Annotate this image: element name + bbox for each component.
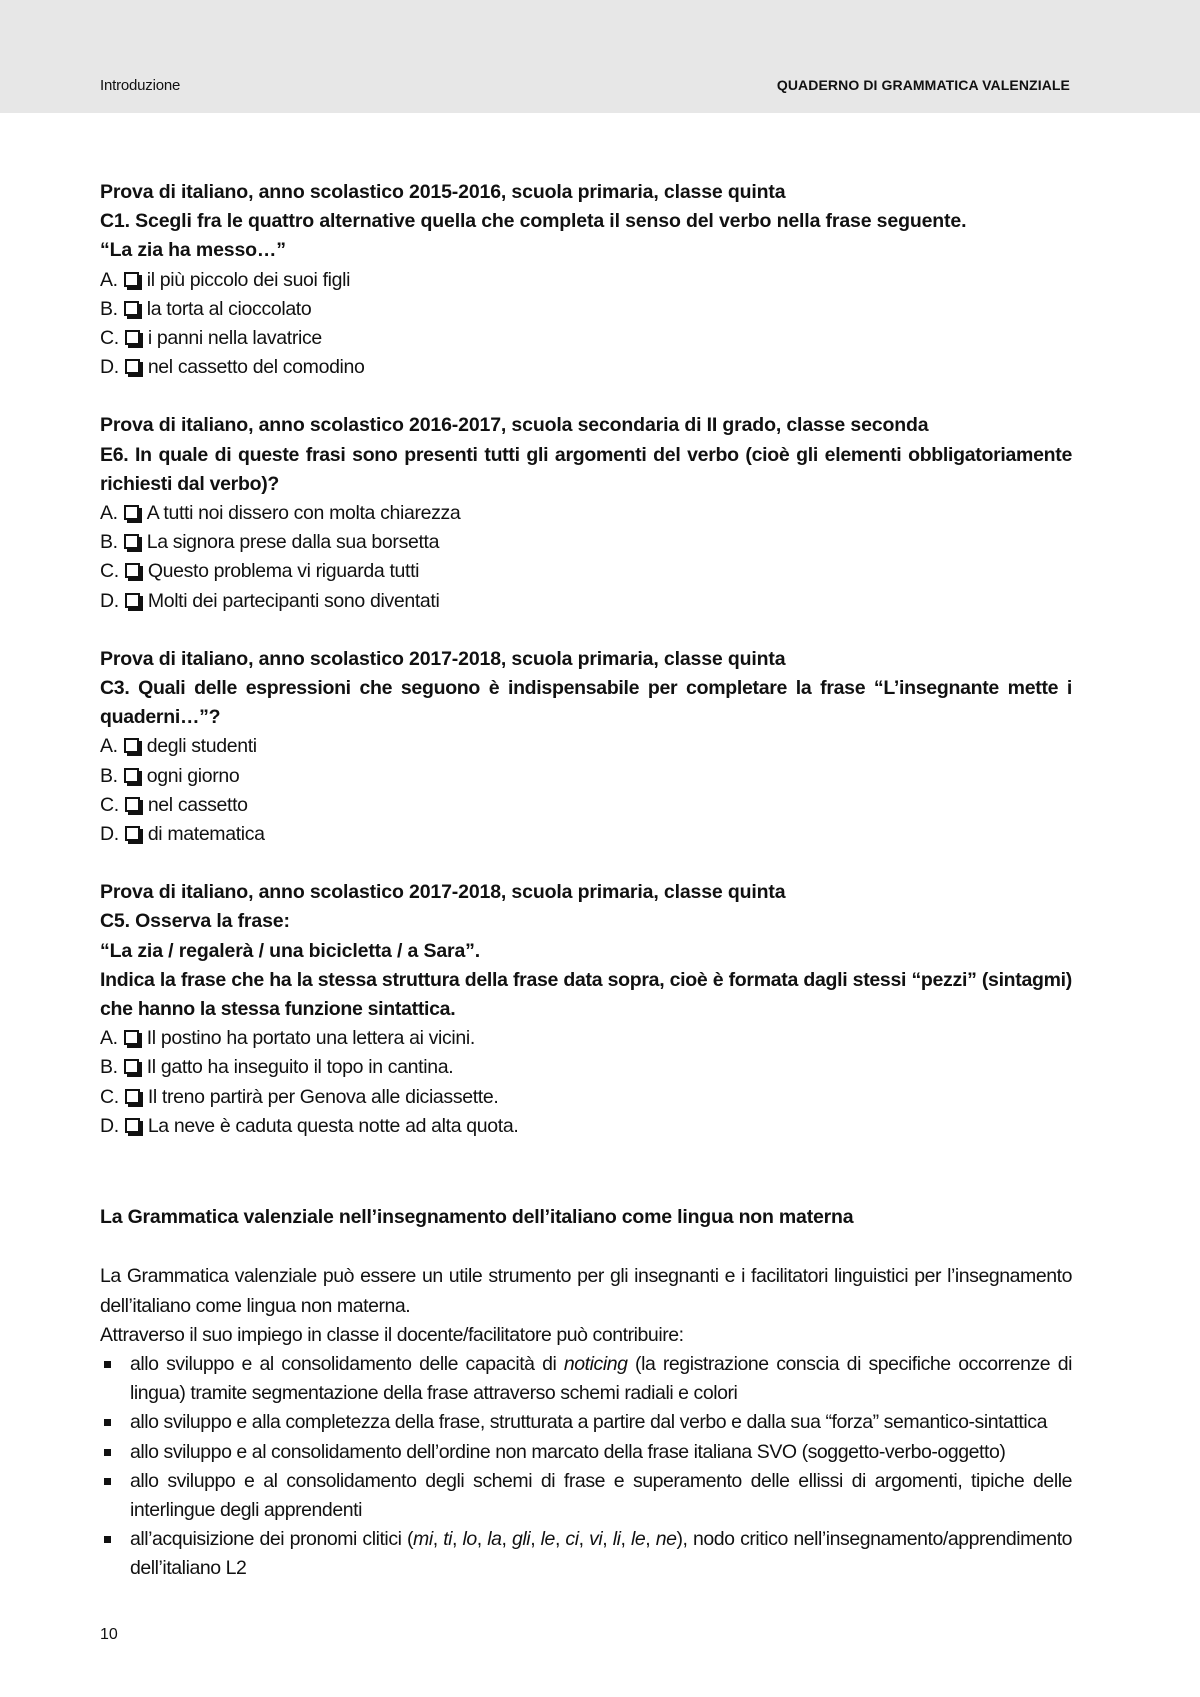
checkbox-icon[interactable]: [124, 768, 139, 783]
question-block-c3: [100, 645, 1072, 849]
checkbox-icon[interactable]: [124, 534, 139, 549]
option-a: A. il più piccolo dei suoi figli: [100, 268, 351, 291]
italic-term: noticing: [563, 1352, 628, 1375]
question-source: Prova di italiano, anno scolastico 2017-2018, scuola primaria, classe quinta: [100, 647, 786, 670]
checkbox-icon[interactable]: [125, 359, 140, 374]
question-text: C5. Osserva la frase:: [100, 910, 290, 933]
section-paragraph: La Grammatica valenziale può essere un utile strumento per gli insegnanti e i facilitatori linguistici per l’insegnamento dell’italiano come lingua non materna.: [100, 1265, 1072, 1317]
option-d: D. La neve è caduta questa notte ad alta quota.: [100, 1114, 519, 1137]
option-a: A. Il postino ha portato una lettera ai vicini.: [100, 1027, 475, 1050]
option-d: D. nel cassetto del comodino: [100, 356, 365, 379]
question-text: C3. Quali delle espressioni che seguono è indispensabile per completare la frase “L’insegnante mette i quaderni…”?: [100, 677, 1072, 729]
checkbox-icon[interactable]: [124, 1059, 139, 1074]
bullet-item: allo sviluppo e al consolidamento delle capacità di noticing (la registrazione conscia di specifiche occorrenze di lingua) tramite segmentazione della frase attraverso schemi radiali e colori: [100, 1350, 1072, 1408]
checkbox-icon[interactable]: [124, 738, 139, 753]
question-block-c1: [100, 178, 1072, 382]
option-c: C. nel cassetto: [100, 793, 248, 816]
checkbox-icon[interactable]: [125, 1118, 140, 1133]
checkbox-icon[interactable]: [125, 826, 140, 841]
question-block-c5: [100, 878, 1072, 1141]
section-l2: [100, 1203, 1072, 1583]
page-header: [0, 0, 1200, 113]
option-d: D. di matematica: [100, 823, 265, 846]
checkbox-icon[interactable]: [125, 593, 140, 608]
option-c: C. Questo problema vi riguarda tutti: [100, 560, 420, 583]
question-source: Prova di italiano, anno scolastico 2016-2017, scuola secondaria di II grado, classe seconda: [100, 414, 929, 437]
header-book-title: QUADERNO DI GRAMMATICA VALENZIALE: [776, 77, 1070, 93]
checkbox-icon[interactable]: [125, 563, 140, 578]
section-title: La Grammatica valenziale nell’insegnamento dell’italiano come lingua non materna: [100, 1206, 854, 1229]
option-d: D. Molti dei partecipanti sono diventati: [100, 589, 440, 612]
checkbox-icon[interactable]: [124, 505, 139, 520]
option-c: C. Il treno partirà per Genova alle diciassette.: [100, 1085, 499, 1108]
option-b: B. ogni giorno: [100, 764, 240, 787]
header-section-title: Introduzione: [100, 77, 181, 94]
bullet-item: all’acquisizione dei pronomi clitici (mi, ti, lo, la, gli, le, ci, vi, li, le, ne), nodo critico nell’insegnamento/apprendimento dell’italiano L2: [100, 1525, 1072, 1583]
question-instruction: Indica la frase che ha la stessa struttura della frase data sopra, cioè è formata dagli stessi “pezzi” (sintagmi) che hanno la stessa funzione sintattica.: [100, 968, 1072, 1021]
question-block-e6: [100, 411, 1072, 615]
page-number: 10: [100, 1626, 118, 1643]
option-a: A. A tutti noi dissero con molta chiarezza: [100, 502, 461, 525]
question-source: Prova di italiano, anno scolastico 2015-2016, scuola primaria, classe quinta: [100, 181, 786, 203]
bullet-item: allo sviluppo e alla completezza della frase, strutturata a partire dal verbo e dalla sua “forza” semantico-sintattica: [100, 1408, 1072, 1437]
question-text: C1. Scegli fra le quattro alternative quella che completa il senso del verbo nella frase seguente.: [100, 210, 967, 233]
bullet-list: [100, 1350, 1072, 1584]
checkbox-icon[interactable]: [124, 272, 139, 287]
checkbox-icon[interactable]: [124, 1030, 139, 1045]
page-content: [100, 178, 1072, 1584]
checkbox-icon[interactable]: [125, 330, 140, 345]
checkbox-icon[interactable]: [125, 797, 140, 812]
checkbox-icon[interactable]: [124, 301, 139, 316]
checkbox-icon[interactable]: [125, 1089, 140, 1104]
question-quote: “La zia ha messo…”: [100, 239, 286, 262]
section-paragraph: Attraverso il suo impiego in classe il docente/facilitatore può contribuire:: [100, 1323, 684, 1346]
option-b: B. la torta al cioccolato: [100, 297, 312, 320]
bullet-item: allo sviluppo e al consolidamento degli schemi di frase e superamento delle ellissi di argomenti, tipiche delle interlingue degli apprendenti: [100, 1467, 1072, 1525]
option-c: C. i panni nella lavatrice: [100, 327, 322, 350]
bullet-item: allo sviluppo e al consolidamento dell’ordine non marcato della frase italiana SVO (soggetto-verbo-oggetto): [100, 1438, 1072, 1467]
question-source: Prova di italiano, anno scolastico 2017-2018, scuola primaria, classe quinta: [100, 881, 786, 904]
option-b: B. Il gatto ha inseguito il topo in cantina.: [100, 1056, 454, 1079]
question-text: E6. In quale di queste frasi sono presenti tutti gli argomenti del verbo (cioè gli elementi obbligatoriamente richiesti dal verbo)?: [100, 443, 1072, 495]
question-quote: “La zia / regalerà / una bicicletta / a Sara”.: [100, 939, 481, 962]
option-a: A. degli studenti: [100, 735, 257, 758]
option-b: B. La signora prese dalla sua borsetta: [100, 531, 440, 554]
